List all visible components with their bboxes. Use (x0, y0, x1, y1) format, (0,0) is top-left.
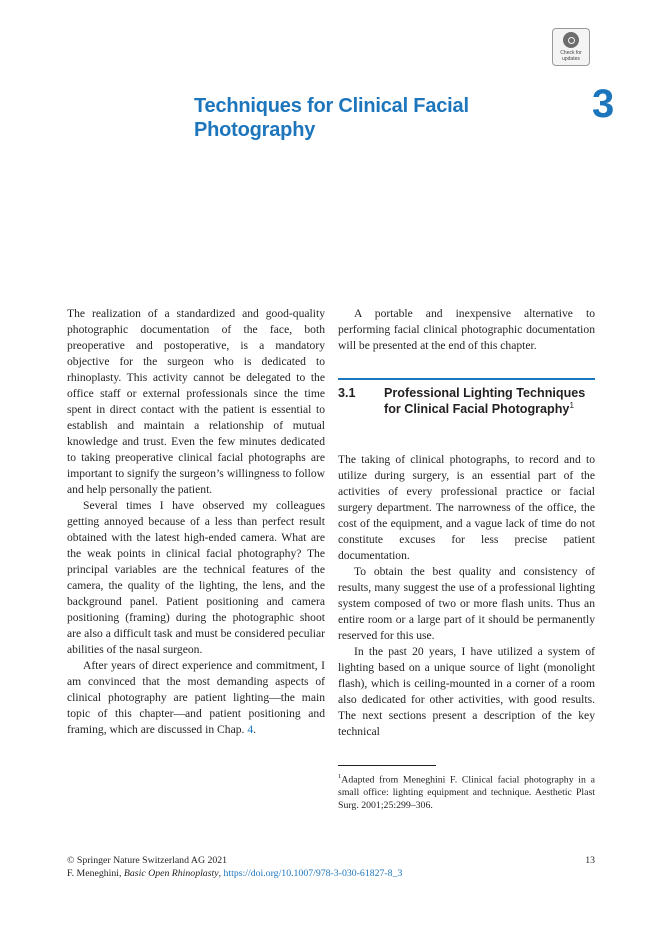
section-title: Professional Lighting Techniques for Clinical Facial Photography (384, 386, 586, 416)
paragraph-end: . (253, 723, 257, 736)
right-column-intro (338, 306, 595, 354)
page-number: 13 (585, 855, 595, 866)
chapter-title: Techniques for Clinical Facial Photography (194, 95, 469, 141)
paragraph-text: After years of direct experience and commitment, I am convinced that the most demanding aspects of clinical photography are patient lighting—the main topic of this chapter—and patient positioning and framing, which are discussed in Chap. (67, 659, 325, 736)
paragraph: The taking of clinical photographs, to record and to utilize during surgery, is an essential part of the activities of every professional practice or facial surgery department. The narrowness of the office, the cost of the equipment, and a vague lack of time do not constitute excuses for less precise patient documentation. (338, 453, 595, 562)
copyright: © Springer Nature Switzerland AG 2021 (67, 855, 228, 866)
citation-book: Basic Open Rhinoplasty (123, 868, 219, 879)
paragraph: The realization of a standardized and good-quality photographic documentation of the face, both preoperative and postoperative, is a mandatory objective for the surgeon who is dedicated to rhinoplasty. This activity cannot be delegated to the office staff or external professionals since the time spent in direct contact with the patient is essential to establish and maintain a relationship of mutual knowledge and trust. Even the few minutes dedicated to taking preoperative clinical facial photographs are important to signify the surgeon’s willingness to follow and help personally the patient. (67, 307, 325, 496)
citation-sep: , (218, 868, 224, 879)
paragraph: A portable and inexpensive alternative to performing facial clinical photographic documentation will be presented at the end of this chapter. (338, 307, 595, 352)
chapter-number: 3 (592, 82, 615, 126)
footnote-text: Adapted from Meneghini F. Clinical facial photography in a small office: lighting equipment and technique. Aesthetic Plast Surg. 2001;25:299–306. (338, 774, 595, 812)
badge-label: Check for updates (560, 50, 582, 62)
section-title-wrap (384, 385, 595, 417)
update-icon (563, 32, 579, 48)
page-footer (67, 854, 595, 880)
paragraph: In the past 20 years, I have utilized a system of lighting based on a unique source of light (monolight flash), which is ceiling-mounted in a corner of a room also dedicated for other activities, with good results. The next sections present a description of the key technical (338, 645, 595, 738)
paragraph (67, 658, 325, 738)
footnote-marker: 1 (338, 773, 342, 780)
section-body (338, 452, 595, 740)
section-rule (338, 378, 595, 380)
footnote (338, 770, 595, 812)
citation (67, 867, 595, 880)
footnote-rule (338, 765, 436, 766)
section-number: 3.1 (338, 386, 356, 400)
paragraph: To obtain the best quality and consistency of results, many suggest the use of a professional lighting system composed of two or more flash units. Thus an entire room or a large part of it should be permanently reserved for this use. (338, 565, 595, 642)
check-for-updates-badge[interactable] (552, 28, 590, 66)
doi-link[interactable]: https://doi.org/10.1007/978-3-030-61827-8_3 (223, 868, 403, 879)
chapter-link[interactable]: 4 (247, 723, 254, 736)
left-column (67, 306, 325, 738)
paragraph: Several times I have observed my colleagues getting annoyed because of a less than perfect result obtained with the latest high-ended camera. What are the weak points in clinical facial photography? The principal variables are the technical features of the camera, the quality of the lighting, the lens, and the background panel. Patient positioning and camera positioning (framing) during the photographic shoot are also a difficult task and must be considered peculiar abilities of the nasal surgeon. (67, 499, 325, 656)
citation-author: F. Meneghini, (67, 868, 124, 879)
section-heading (338, 385, 595, 417)
footnote-ref[interactable]: 1 (569, 400, 574, 410)
